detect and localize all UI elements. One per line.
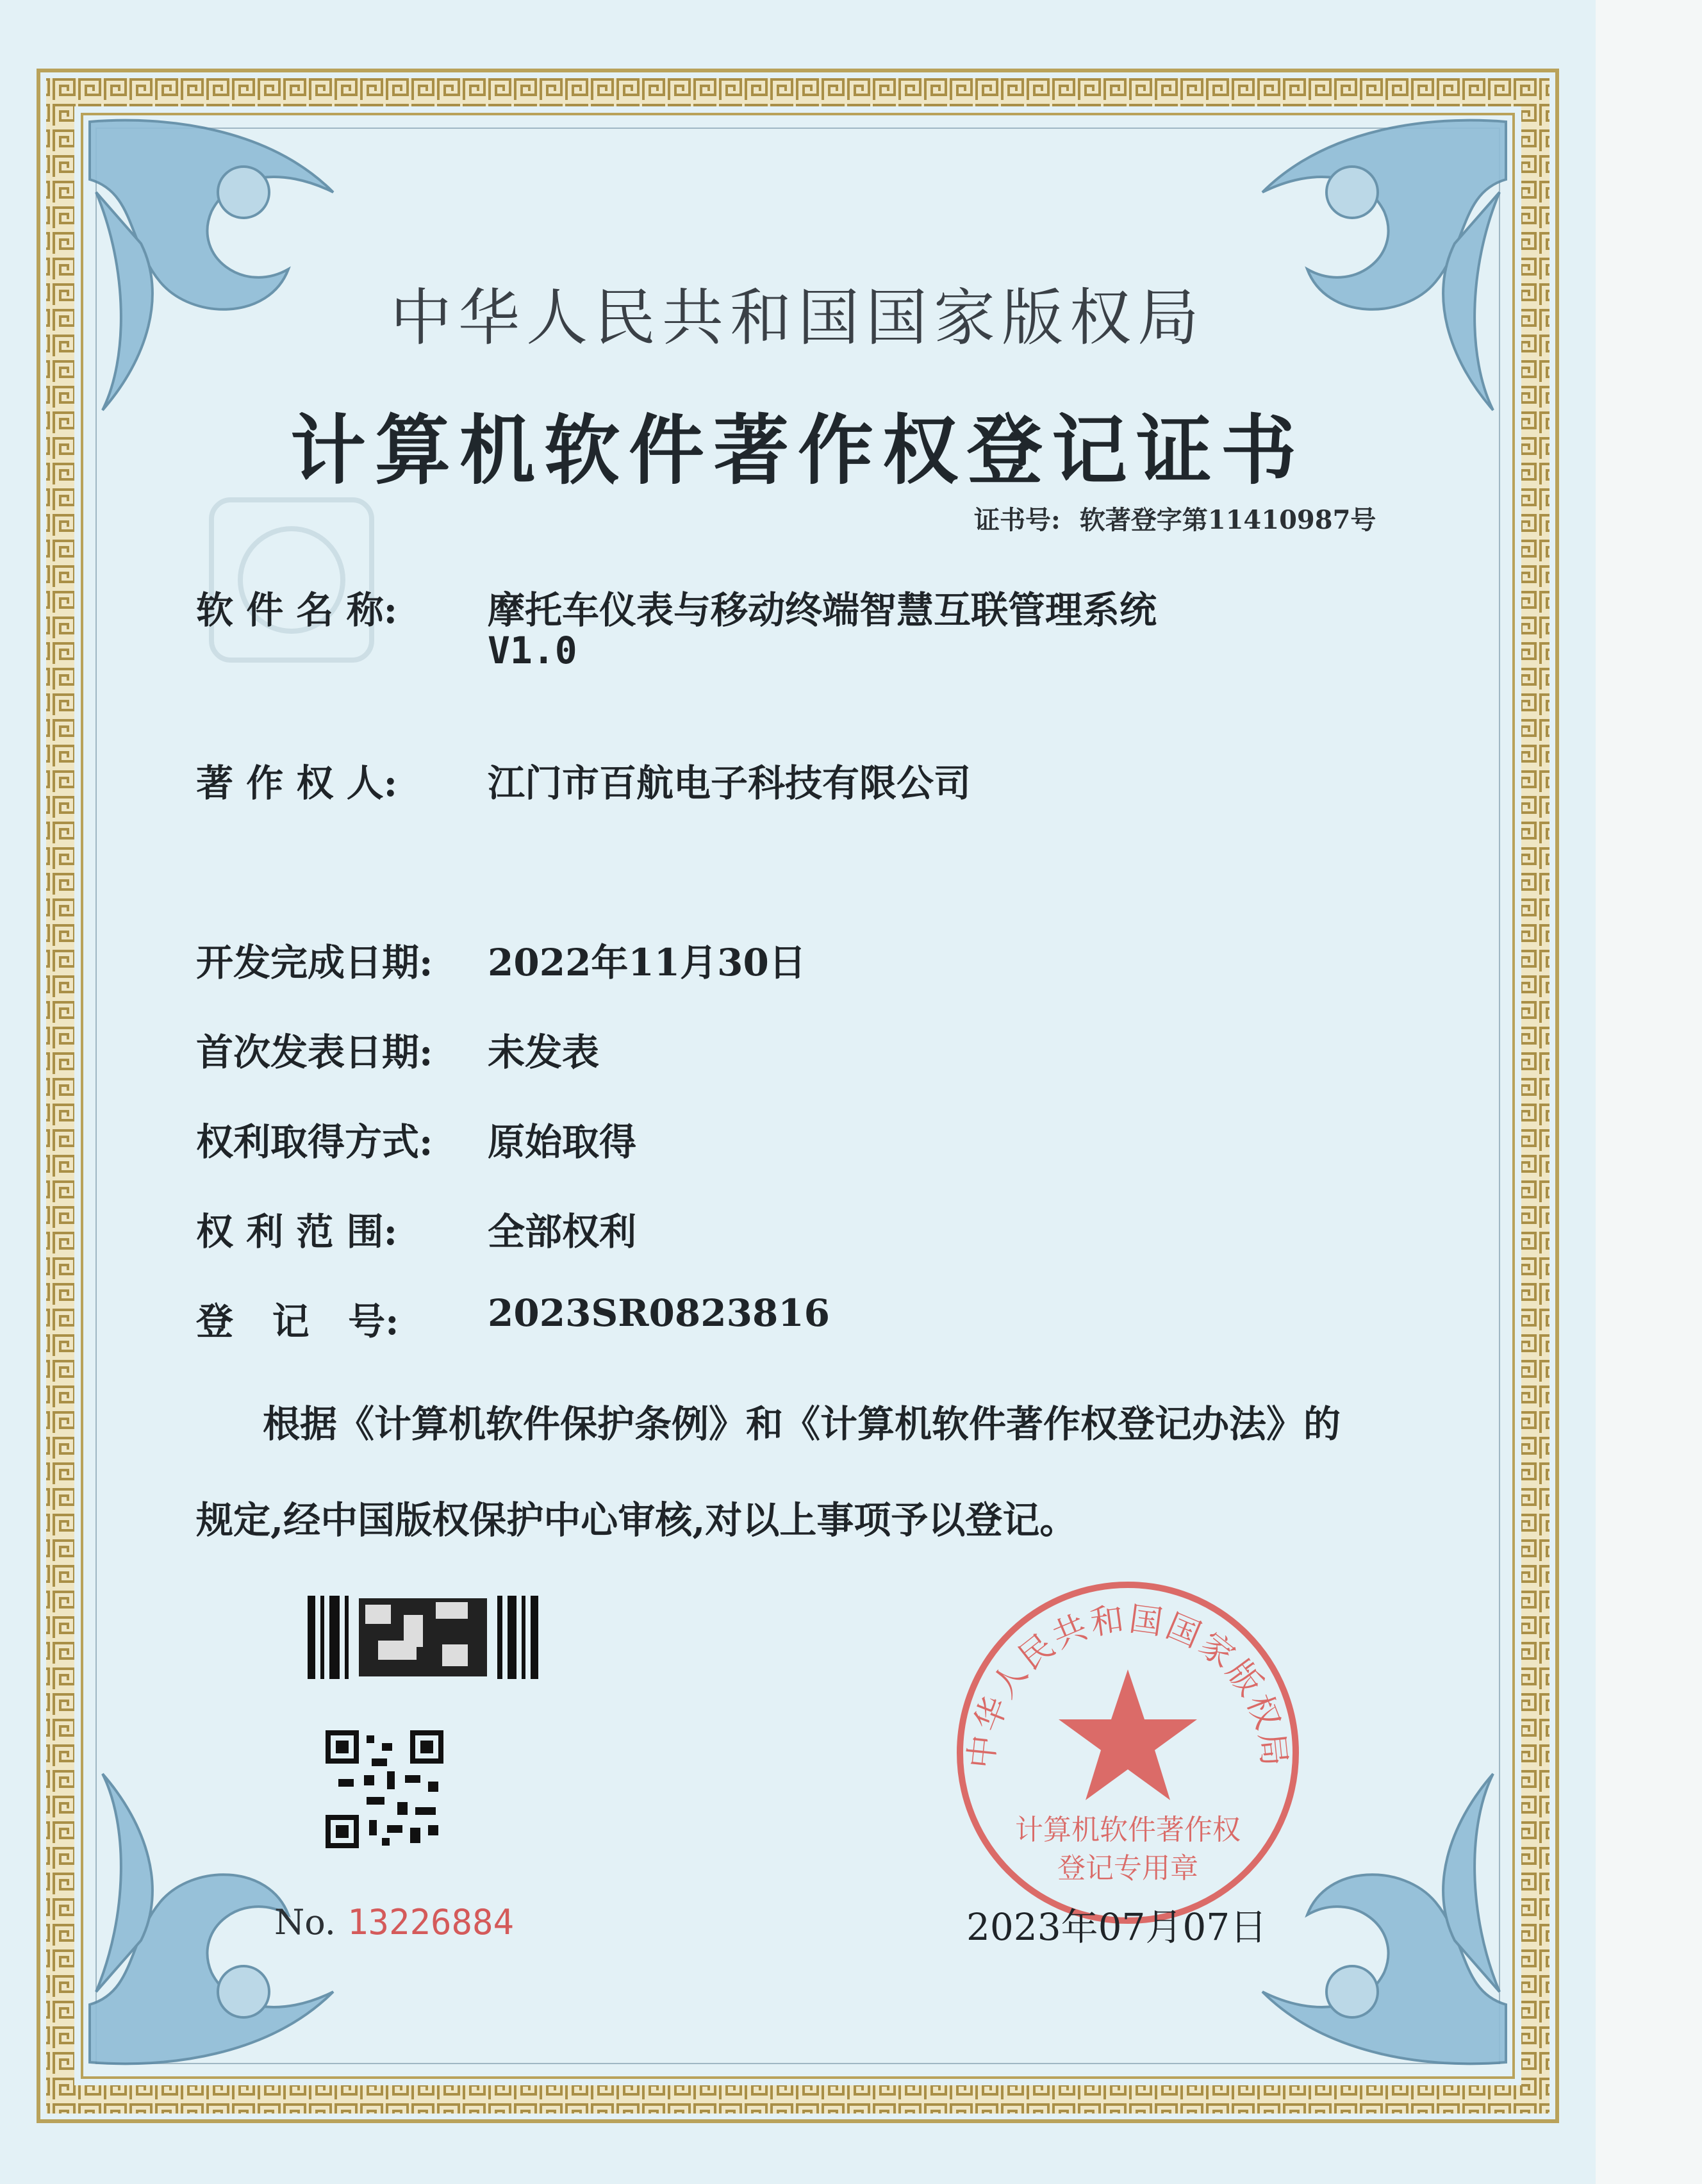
official-seal [948,1573,1307,1932]
seal-arc-text: 中华人民共和国国家版权局 [962,1600,1294,1771]
field-label: 开发完成日期: [196,941,433,984]
serial-number [274,1902,514,1942]
certificate-number-label: 证书号: [974,505,1061,535]
field-value: 江门市百航电子科技有限公司 [488,761,971,805]
field-value-version: V1.0 [488,629,577,672]
authority-name: 中华人民共和国国家版权局 [390,282,1205,354]
seal-star-icon [1059,1669,1197,1800]
field-label: 登 记 号: [196,1300,399,1343]
field-value: 2023SR0823816 [488,1291,830,1335]
field-label: 权利取得方式: [196,1120,433,1164]
seal-line-2: 登记专用章 [1057,1852,1198,1885]
corner-ornament-top-right [1262,120,1506,410]
issue-date: 2023年07月07日 [966,1905,1268,1949]
seal-line-1: 计算机软件著作权 [1015,1814,1241,1846]
field-label: 权 利 范 围: [196,1210,397,1253]
field-value: 2022年11月30日 [488,941,806,984]
scan-margin [1596,0,1702,2184]
statement-line-1: 根据《计算机软件保护条例》和《计算机软件著作权登记办法》的 [263,1402,1341,1446]
barcode [308,1596,538,1679]
serial-value: 13226884 [347,1902,515,1942]
certificate-title: 计算机软件著作权登记证书 [290,406,1305,495]
statement-line-2: 规定,经中国版权保护中心审核,对以上事项予以登记。 [196,1498,1077,1542]
qr-code [326,1730,443,1848]
certificate-number [974,500,1376,536]
field-label: 软 件 名 称: [196,588,397,632]
corner-ornament-top-left [90,120,333,410]
field-label: 著 作 权 人: [196,761,397,805]
field-value: 摩托车仪表与移动终端智慧互联管理系统 [488,588,1157,632]
certificate-number-value: 软著登字第11410987号 [1079,505,1376,535]
field-value: 全部权利 [488,1210,637,1253]
field-value: 原始取得 [488,1120,637,1164]
serial-label: No. [274,1902,336,1942]
field-label: 首次发表日期: [196,1030,433,1074]
field-value: 未发表 [488,1030,600,1074]
